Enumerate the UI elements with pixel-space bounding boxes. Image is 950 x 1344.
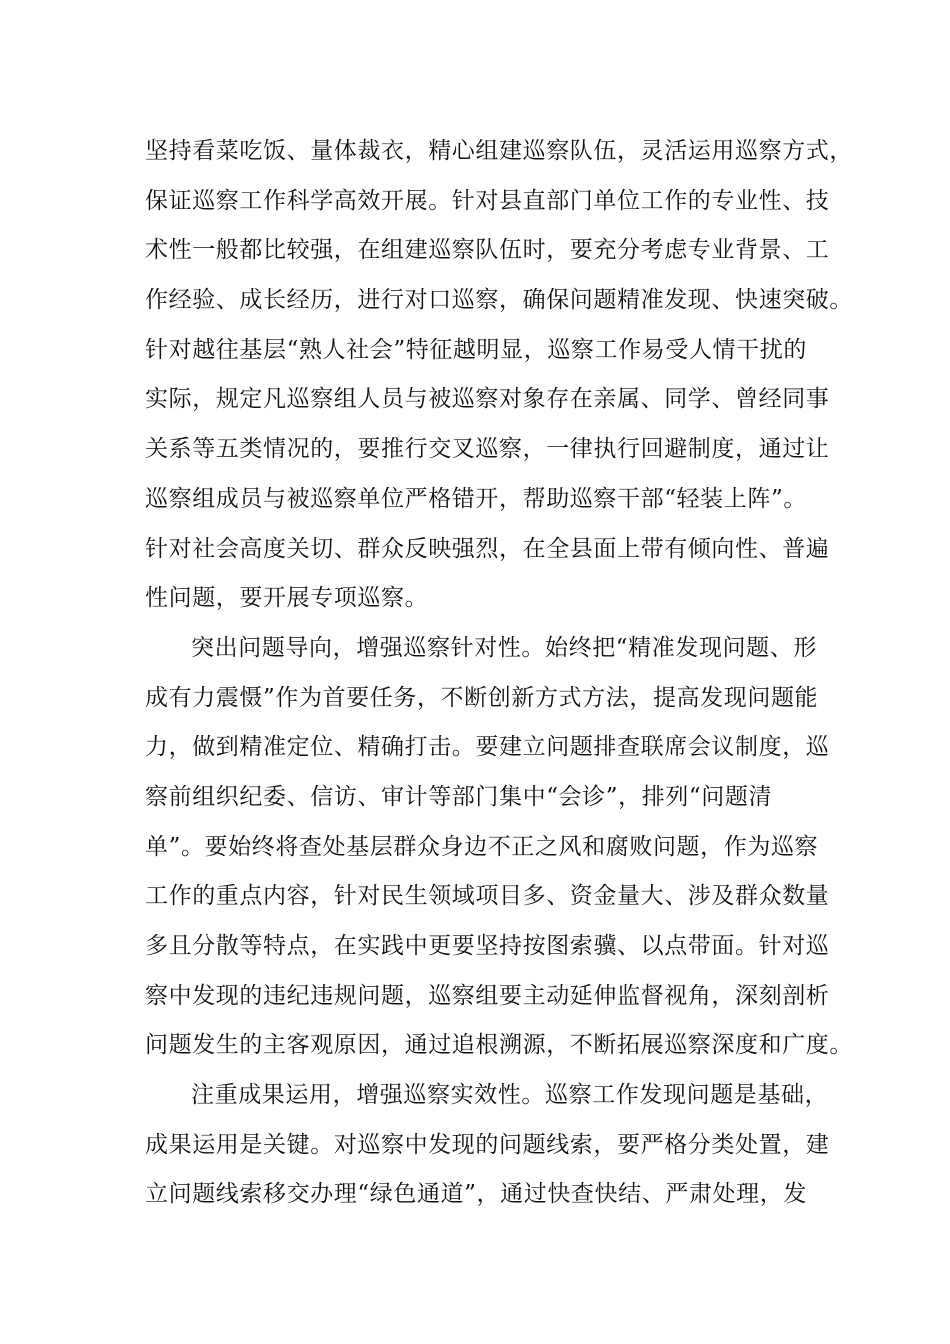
text-line: 保证巡察工作科学高效开展。针对县直部门单位工作的专业性、技 [145,187,830,214]
text-line: 工作的重点内容，针对民生领域项目多、资金量大、涉及群众数量 [145,883,830,910]
text-line: 多且分散等特点，在实践中更要坚持按图索骥、以点带面。针对巡 [145,933,830,959]
text-line: 察前组织纪委、信访、审计等部门集中“会诊”，排列“问题清 [145,783,773,810]
text-line: 关系等五类情况的，要推行交叉巡察，一律执行回避制度，通过让 [145,436,830,463]
paragraph-start-line: 突出问题导向，增强巡察针对性。始终把“精准发现问题、形 [191,634,817,661]
text-line: 单”。要始终将查处基层群众身边不正之风和腐败问题，作为巡察 [145,833,819,860]
text-line: 成果运用是关键。对巡察中发现的问题线索，要严格分类处置，建 [145,1131,830,1158]
text-line: 针对越往基层“熟人社会”特征越明显，巡察工作易受人情干扰的 [145,336,807,363]
document-body [145,127,853,1220]
text-line: 立问题线索移交办理“绿色通道”，通过快查快结、严肃处理，发 [145,1181,807,1208]
text-line: 针对社会高度关切、群众反映强烈，在全县面上带有倾向性、普遍 [145,535,830,562]
text-line: 问题发生的主客观原因，通过追根溯源，不断拓展巡察深度和广度。 [145,1032,853,1059]
text-line: 坚持看菜吃饭、量体裁衣，精心组建巡察队伍，灵活运用巡察方式， [145,138,853,164]
text-line: 成有力震慑”作为首要任务，不断创新方式方法，提高发现问题能 [145,684,819,711]
text-line: 作经验、成长经历，进行对口巡察，确保问题精准发现、快速突破。 [145,287,853,314]
text-line: 术性一般都比较强，在组建巡察队伍时，要充分考虑专业背景、工 [145,237,830,264]
text-line: 性问题，要开展专项巡察。 [145,585,429,612]
text-line: 力，做到精准定位、精确打击。要建立问题排查联席会议制度，巡 [145,734,830,761]
text-line: 实际，规定凡巡察组人员与被巡察对象存在亲属、同学、曾经同事 [145,386,830,413]
text-line: 巡察组成员与被巡察单位严格错开，帮助巡察干部“轻装上阵”。 [145,485,807,512]
paragraph-start-line: 注重成果运用，增强巡察实效性。巡察工作发现问题是基础， [191,1082,829,1109]
text-line: 察中发现的违纪违规问题，巡察组要主动延伸监督视角，深刻剖析 [145,982,830,1009]
